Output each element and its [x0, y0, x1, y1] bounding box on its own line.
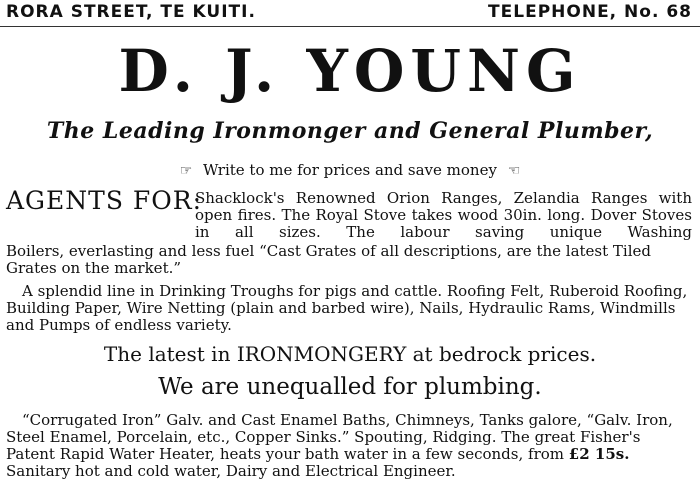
unequalled-line: We are unequalled for plumbing.	[158, 374, 542, 400]
paragraph-iron-text: “Corrugated Iron” Galv. and Cast Enamel Baths, Chimneys, Tanks galore, “Galv. Iron, Steel Enamel, Porcelain, etc., Copper Sinks.” Spouting, Ridging. The great Fisher's Patent Rapid Water Heater, heats your bath water in a few seconds, from	[6, 411, 673, 463]
pointing-hand-left-icon: ☜	[507, 163, 521, 179]
write-line	[0, 160, 700, 181]
address: RORA STREET, TE KUITI.	[6, 2, 256, 22]
latest-suffix: at bedrock prices.	[412, 342, 597, 366]
agents-text: Shacklock's Renowned Orion Ranges, Zelandia Ranges with open fires. The Royal Stove takes wood 30in. long. Dover Stoves in all sizes. The labour saving unique Washing	[195, 189, 692, 241]
latest-line	[0, 341, 700, 367]
agents-text-continued: Boilers, everlasting and less fuel “Cast Grates of all descriptions, are the latest Tiled Grates on the market.”	[6, 242, 651, 277]
write-text: Write to me for prices and save money	[203, 161, 497, 179]
price: £2 15s.	[568, 445, 630, 463]
latest-emphasis: IRONMONGERY	[236, 342, 407, 366]
latest-prefix: The latest in	[103, 342, 231, 366]
paragraph-troughs: A splendid line in Drinking Troughs for pigs and cattle. Roofing Felt, Ruberoid Roofing, Building Paper, Wire Netting (plain and barbed wire), Nails, Hydraulic Rams, Windmills and Pumps of endless variety.	[6, 282, 688, 334]
telephone: TELEPHONE, No. 68	[488, 2, 692, 22]
business-name: D. J. YOUNG	[118, 37, 582, 105]
paragraph-iron-tail: Sanitary hot and cold water, Dairy and Electrical Engineer.	[6, 462, 456, 480]
tagline: The Leading Ironmonger and General Plumber,	[46, 118, 654, 144]
header-rule	[0, 26, 700, 27]
pointing-hand-right-icon: ☞	[179, 163, 193, 179]
header-line	[6, 0, 692, 24]
paragraph-iron	[6, 412, 692, 480]
agents-heading: AGENTS FOR:	[6, 186, 202, 215]
